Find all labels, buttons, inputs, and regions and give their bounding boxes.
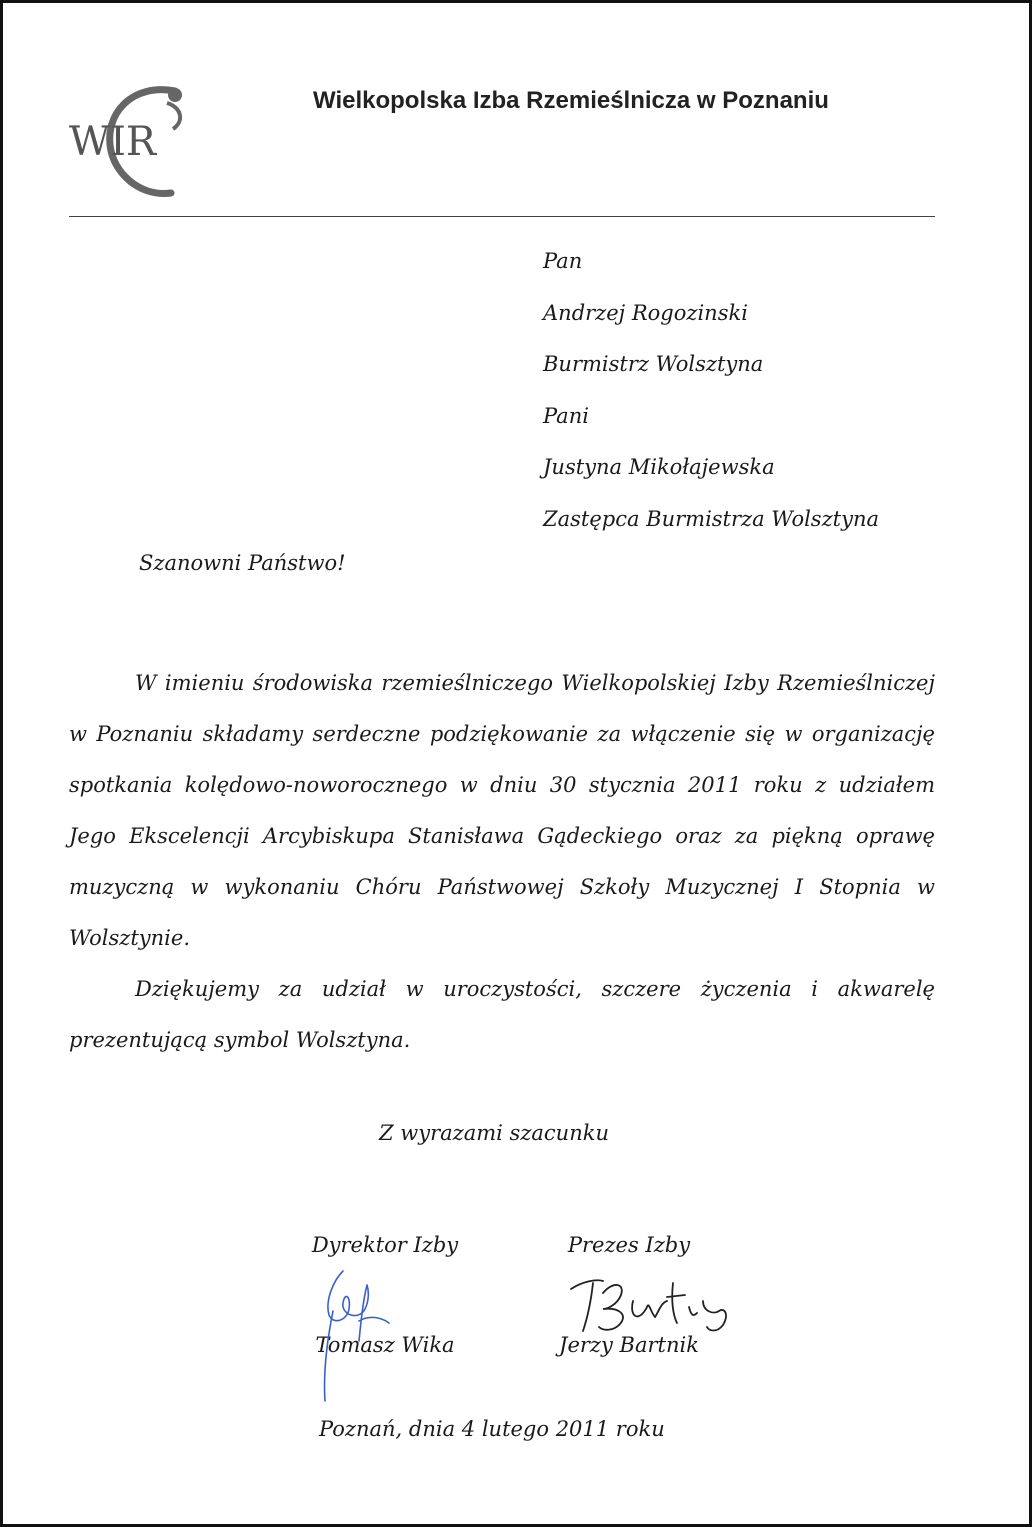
signatory-title: Prezes Izby [567, 1233, 691, 1257]
logo-lettering: WIR [69, 119, 157, 165]
closing-phrase: Z wyrazami szacunku [379, 1121, 609, 1145]
recipient-line: Pani [543, 403, 589, 428]
recipient-line: Pan [543, 249, 583, 273]
header-divider [69, 216, 935, 217]
signatory-name: Jerzy Bartnik [559, 1333, 699, 1357]
organization-name: Wielkopolska Izba Rzemieślnicza w Poznaniu [313, 87, 829, 114]
recipients-block [543, 243, 963, 552]
recipient-line: Justyna Mikołajewska [543, 455, 775, 479]
signatory-title: Dyrektor Izby [311, 1233, 459, 1257]
wir-logo-icon [63, 73, 193, 203]
recipient-line: Andrzej Rogozinski [543, 300, 748, 325]
date-line: Poznań, dnia 4 lutego 2011 roku [319, 1417, 665, 1441]
recipient-line: Zastępca Burmistrza Wolsztyna [543, 506, 879, 531]
signatory-name: Tomasz Wika [315, 1333, 455, 1357]
body-paragraph: W imieniu środowiska rzemieślniczego Wielkopolskiej Izby Rzemieślniczej w Poznaniu składamy serdeczne podziękowanie za włączenie się w organizację spotkania kolędowo-noworocznego w dniu 30 stycznia 2011 roku z udziałem Jego Ekscelencji Arcybiskupa Stanisława Gądeckiego oraz za piękną oprawę muzyczną w wykonaniu Chóru Państwowej Szkoły Muzycznej I Stopnia w Wolsztynie. [69, 671, 935, 950]
body-paragraph: Dziękujemy za udział w uroczystości, szczere życzenia i akwarelę prezentującą symbol Wolsztyna. [69, 977, 935, 1052]
signatory-president [539, 1225, 719, 1365]
letter-body [69, 658, 935, 1066]
recipient-line: Burmistrz Wolsztyna [543, 352, 764, 376]
salutation: Szanowni Państwo! [139, 551, 346, 575]
signatory-director [295, 1225, 475, 1365]
